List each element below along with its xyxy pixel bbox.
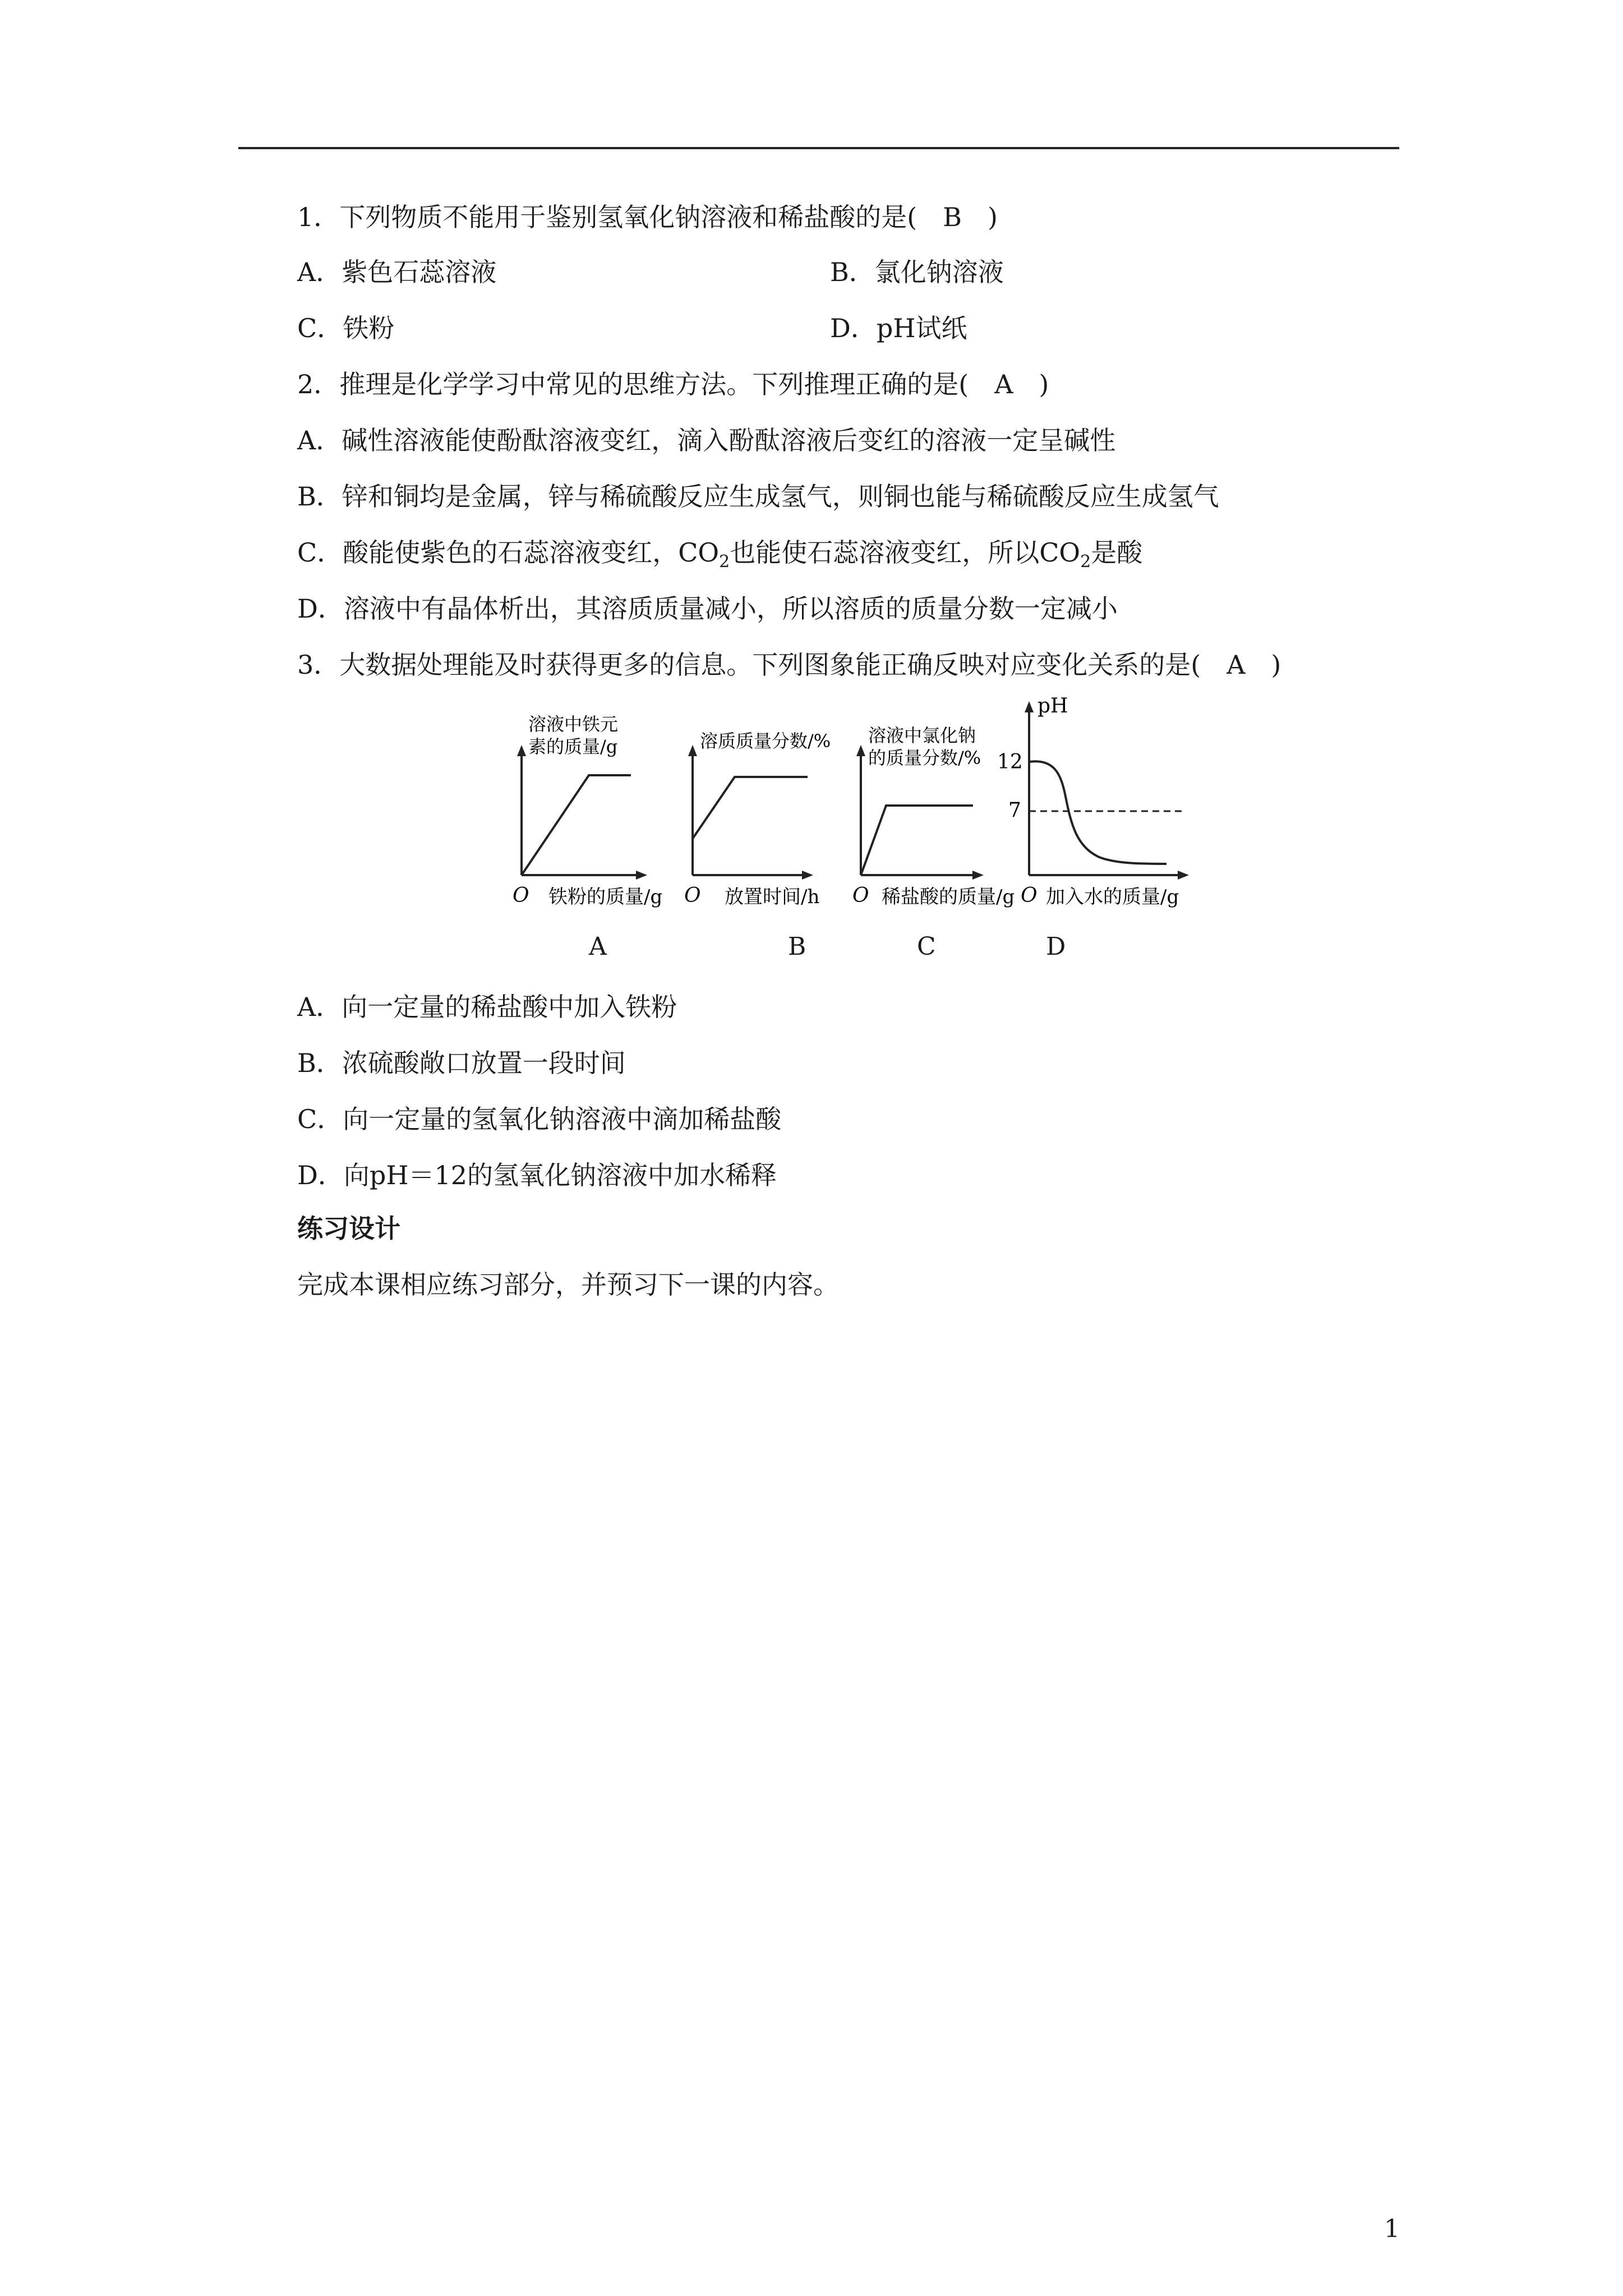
- q3-option-d: D．向pH＝12的氢氧化钠溶液中加水稀释: [297, 1160, 777, 1190]
- graph-d-curve: [1029, 761, 1166, 864]
- graph-b-origin: O: [684, 884, 701, 907]
- graph-c-xlabel: 稀盐酸的质量/g: [882, 886, 1015, 908]
- q3-stem: 3．大数据处理能及时获得更多的信息。下列图象能正确反映对应变化关系的是( A ): [297, 650, 1281, 680]
- q2-stem: 2．推理是化学学习中常见的思维方法。下列推理正确的是( A ): [297, 369, 1049, 399]
- graph-a-y-arrow: [517, 745, 526, 756]
- q2-option-d: D．溶液中有晶体析出，其溶质质量减小，所以溶质的质量分数一定减小: [297, 593, 1118, 624]
- graph-b-curve: [693, 777, 808, 839]
- graph-c-y-arrow: [856, 745, 865, 756]
- graph-d: [997, 694, 1189, 908]
- graph-d-ylabel: pH: [1038, 694, 1068, 717]
- q1-option-d: D．pH试纸: [830, 313, 967, 343]
- q1-option-b: B．氯化钠溶液: [830, 257, 1004, 287]
- q1-stem: 1．下列物质不能用于鉴别氢氧化钠溶液和稀盐酸的是( B ): [297, 202, 998, 232]
- q1-option-c: C．铁粉: [297, 313, 395, 343]
- graph-a: [513, 714, 662, 908]
- graph-a-origin: O: [513, 884, 529, 907]
- graph-d-tick-12: 12: [997, 751, 1023, 774]
- graph-c-caption: C: [917, 932, 936, 961]
- graph-c: [852, 725, 1015, 908]
- graph-d-caption: D: [1046, 932, 1066, 961]
- graph-a-ylabel-1: 溶液中铁元: [528, 714, 619, 735]
- q2-option-c: C．酸能使紫色的石蕊溶液变红，$CO_2$也能使石蕊溶液变红，所以$CO_2$是酸: [297, 537, 1143, 572]
- graph-c-curve: [861, 806, 973, 875]
- practice-heading: 练习设计: [297, 1213, 400, 1244]
- graph-a-xlabel: 铁粉的质量/g: [548, 886, 663, 908]
- q3-option-a: A．向一定量的稀盐酸中加入铁粉: [297, 992, 677, 1022]
- graph-a-ylabel-2: 素的质量/g: [528, 736, 618, 757]
- q3-graphs-svg: [494, 694, 1262, 908]
- q2-option-b: B．锌和铜均是金属，锌与稀硫酸反应生成氢气，则铜也能与稀硫酸反应生成氢气: [297, 481, 1219, 512]
- header-rule: [238, 147, 1399, 149]
- graph-d-xlabel: 加入水的质量/g: [1046, 886, 1179, 908]
- graph-d-x-arrow: [1178, 871, 1189, 880]
- q3-option-b: B．浓硫酸敞口放置一段时间: [297, 1048, 626, 1078]
- graph-b-y-arrow: [688, 745, 697, 756]
- graph-c-ylabel-2: 的质量分数/%: [868, 747, 981, 769]
- q1-options-row2: [297, 311, 967, 345]
- graph-a-curve: [522, 775, 631, 875]
- graph-c-ylabel-1: 溶液中氯化钠: [868, 725, 976, 746]
- q3-option-c: C．向一定量的氢氧化钠溶液中滴加稀盐酸: [297, 1104, 782, 1134]
- graph-b-xlabel: 放置时间/h: [725, 886, 820, 908]
- graph-b-caption: B: [788, 932, 806, 961]
- graph-a-x-arrow: [636, 871, 647, 880]
- practice-text: 完成本课相应练习部分，并预习下一课的内容。: [297, 1269, 839, 1300]
- graph-b-x-arrow: [802, 871, 813, 880]
- page-number: 1: [1384, 2215, 1400, 2243]
- graph-b: [684, 730, 831, 908]
- q2-option-a: A．碱性溶液能使酚酞溶液变红，滴入酚酞溶液后变红的溶液一定呈碱性: [297, 425, 1116, 455]
- q1-options-row1: [297, 255, 1004, 289]
- graph-b-ylabel-1: 溶质质量分数/%: [700, 730, 831, 752]
- graph-d-y-arrow: [1025, 701, 1034, 712]
- graph-c-x-arrow: [972, 871, 984, 880]
- graph-c-origin: O: [852, 884, 869, 907]
- q3-graphs-figure: [494, 694, 1262, 908]
- graph-a-caption: A: [589, 932, 607, 961]
- q1-option-a: A．紫色石蕊溶液: [297, 257, 497, 287]
- graph-d-origin: O: [1021, 884, 1038, 907]
- graph-d-tick-7: 7: [1008, 799, 1021, 822]
